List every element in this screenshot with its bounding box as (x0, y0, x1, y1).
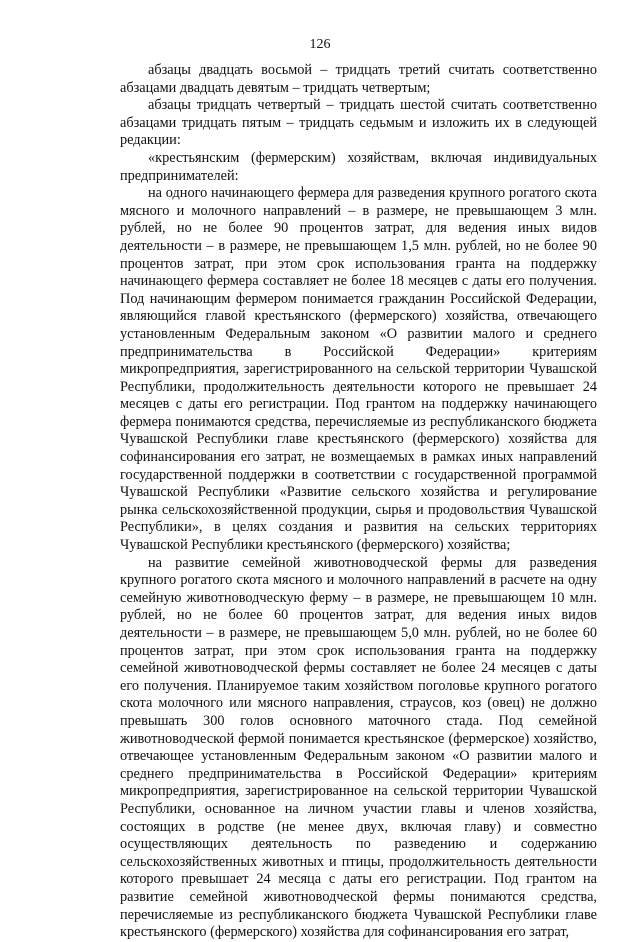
page-number: 126 (309, 37, 331, 52)
document-body (120, 62, 597, 942)
paragraph: на одного начинающего фермера для разведения крупного рогатого скота мясного и молочного направлений – в размере, не превышающем 3 млн. рублей, но не более 90 процентов затрат, для ведения иных видов деятельности – в размере, не превышающем 1,5 млн. рублей, но не более 90 процентов затрат, при этом срок использования гранта на поддержку начинающего фермера составляет не более 18 месяцев с даты его получения. Под начинающим фермером понимается гражданин Российской Федерации, являющийся главой крестьянского (фермерского) хозяйства, отвечающего установленным Федеральным законом «О развитии малого и среднего предпринимательства в Российской Федерации» критериям микропредприятия, зарегистрированного на сельской территории Чувашской Республики, продолжительность деятельности которого не превышает 24 месяцев с даты его регистрации. Под грантом на поддержку начинающего фермера понимаются средства, перечисляемые из республиканского бюджета Чувашской Республики главе крестьянского (фермерского) хозяйства для софинансирования его затрат, не возмещаемых в рамках иных направлений государственной поддержки в соответствии с государственной программой Чувашской Республики «Развитие сельского хозяйства и регулирование рынка сельскохозяйственной продукции, сырья и продовольствия Чувашской Республики», в целях создания и развития на сельских территориях Чувашской Республики крестьянского (фермерского) хозяйства; (120, 185, 597, 554)
paragraph: на развитие семейной животноводческой фермы для разведения крупного рогатого скота мясного и молочного направлений в расчете на одну семейную животноводческую ферму – в размере, не превышающем 10 млн. рублей, но не более 60 процентов затрат, для ведения иных видов деятельности – в размере, не превышающем 5,0 млн. рублей, но не более 60 процентов затрат, при этом срок использования гранта на поддержку семейной животноводческой фермы составляет не более 24 месяцев с даты его получения. Планируемое таким хозяйством поголовье крупного рогатого скота молочного или мясного направления, страусов, коз (овец) не должно превышать 300 голов основного маточного стада. Под семейной животноводческой фермой понимается крестьянское (фермерское) хозяйство, отвечающее установленным Федеральным законом «О развитии малого и среднего предпринимательства в Российской Федерации» критериям микропредприятия, зарегистрированное на сельской территории Чувашской Республики, основанное на личном участии главы и членов хозяйства, состоящих в родстве (не менее двух, включая главу) и совместно осуществляющих деятельность по разведению и содержанию сельскохозяйственных животных и птицы, продолжительность деятельности которого превышает 24 месяца с даты его регистрации. Под грантом на развитие семейной животноводческой фермы понимаются средства, перечисляемые из республиканского бюджета Чувашской Республики главе крестьянского (фермерского) хозяйства для софинансирования его затрат, (120, 554, 597, 941)
paragraph: абзацы двадцать восьмой – тридцать третий считать соответственно абзацами двадцать девятым – тридцать четвертым; (120, 62, 597, 96)
paragraph: «крестьянским (фермерским) хозяйствам, включая индивидуальных предпринимателей: (120, 149, 597, 184)
paragraph: абзацы тридцать четвертый – тридцать шестой считать соответственно абзацами тридцать пятым – тридцать седьмым и изложить их в следующей редакции: (120, 97, 597, 149)
